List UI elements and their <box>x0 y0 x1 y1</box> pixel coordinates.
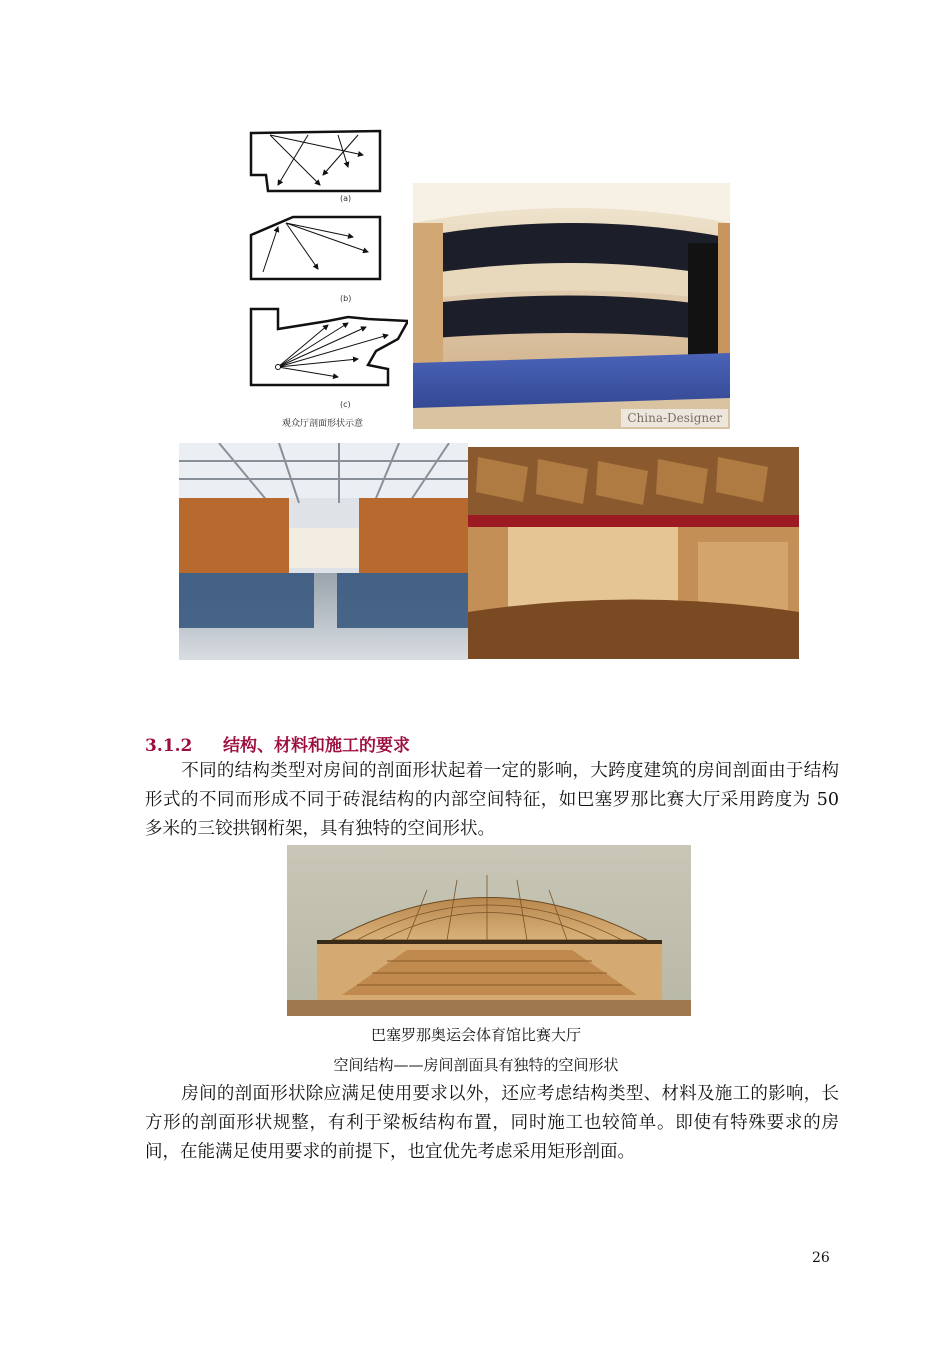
section-heading <box>145 731 410 756</box>
section-diagram-drawing <box>248 127 408 432</box>
diagram-label-c: (c) <box>340 400 351 409</box>
diagram-label-a: (a) <box>340 194 352 203</box>
concert-hall-photo <box>468 447 799 659</box>
diagram-a <box>251 131 380 191</box>
theater-auditorium-photo <box>413 183 730 429</box>
paragraph-1 <box>145 757 839 844</box>
page-number: 26 <box>812 1250 830 1266</box>
diagram-label-b: (b) <box>340 294 352 303</box>
diagram-caption: 观众厅剖面形状示意 <box>282 419 364 429</box>
barcelona-arena-section-photo <box>287 845 691 1016</box>
watermark: China-Designer <box>621 409 728 427</box>
section-title: 结构、材料和施工的要求 <box>223 736 410 756</box>
diagram-b <box>251 217 380 279</box>
paragraph-1-text: 不同的结构类型对房间的剖面形状起着一定的影响，大跨度建筑的房间剖面由于结构形式的不同而形成不同于砖混结构的内部空间特征，如巴塞罗那比赛大厅采用跨度为 50 多米的三铰拱钢桁架，具有独特的空间形状。 <box>145 761 839 839</box>
diagram-c <box>251 309 408 385</box>
paragraph-2-text: 房间的剖面形状除应满足使用要求以外，还应考虑结构类型、材料及施工的影响，长方形的剖面形状规整，有利于梁板结构布置，同时施工也较简单。即使有特殊要求的房间，在能满足使用要求的前提下，也宜优先考虑采用矩形剖面。 <box>145 1084 839 1162</box>
meeting-hall-photo <box>179 443 468 660</box>
figure-caption-line-1: 巴塞罗那奥运会体育馆比赛大厅 <box>370 1026 581 1044</box>
section-number: 3.1.2 <box>145 736 193 756</box>
auditorium-section-diagrams <box>248 127 408 432</box>
paragraph-2 <box>145 1080 839 1167</box>
figure-caption-line-2: 空间结构——房间剖面具有独特的空间形状 <box>333 1056 619 1074</box>
